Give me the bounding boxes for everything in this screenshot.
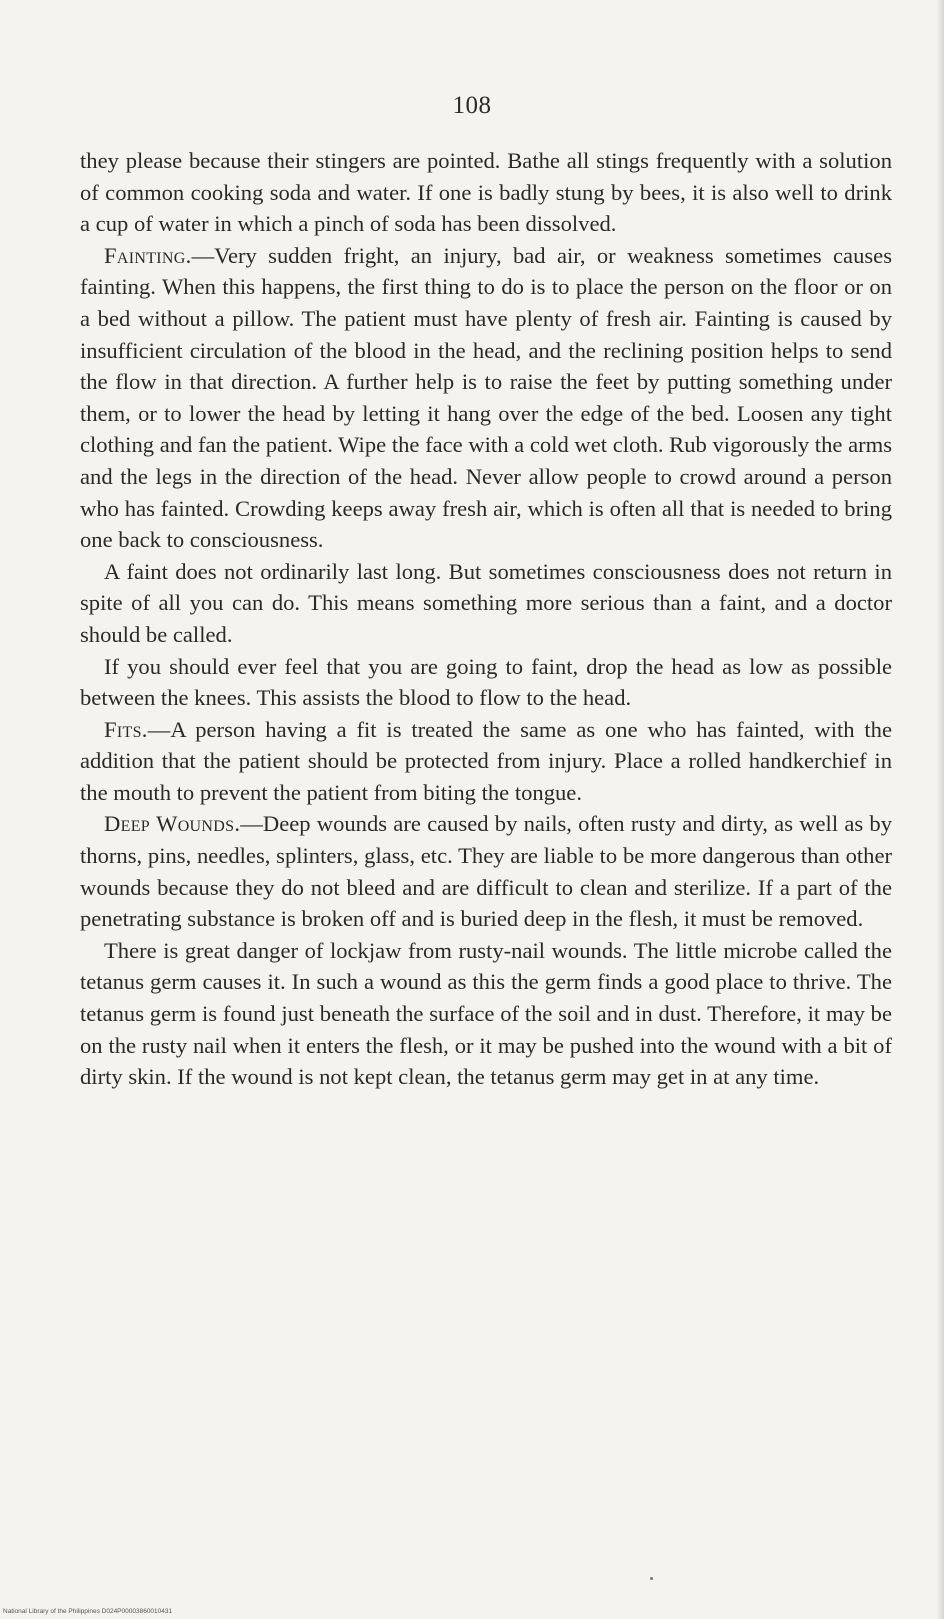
section-heading-fits: Fits. [104,716,148,742]
body-text [80,145,892,1093]
paragraph-deep-wounds [80,808,892,934]
paragraph-text: —Very sudden fright, an injury, bad air, or weakness sometimes causes fainting. When this happens, the first thing to do is to place the person on the floor or on a bed without a pillow. The patient must have plenty of fresh air. Fainting is caused by insufficient circulation of the blood in the head, and the reclining position helps to send the flow in that direction. A further help is to raise the feet by putting something under them, or to lower the head by letting it hang over the edge of the bed. Loosen any tight clothing and fan the patient. Wipe the face with a cold wet cloth. Rub vigorously the arms and the legs in the direction of the head. Never allow people to crowd around a person who has fainted. Crowding keeps away fresh air, which is often all that is needed to bring one back to consciousness. [80,242,892,553]
paragraph-text: There is great danger of lockjaw from rusty-nail wounds. The little microbe called the tetanus germ causes it. In such a wound as this the germ finds a good place to thrive. The tetanus germ is found just beneath the surface of the soil and in dust. Therefore, it may be on the rusty nail when it enters the flesh, or it may be pushed into the wound with a bit of dirty skin. If the wound is not kept clean, the tetanus germ may get in at any time. [80,937,892,1090]
paragraph-lockjaw [80,935,892,1093]
paragraph-text: —Deep wounds are caused by nails, often rusty and dirty, as well as by thorns, pins, needles, splinters, glass, etc. They are liable to be more dangerous than other wounds because they do not bleed and are difficult to clean and sterilize. If a part of the penetrating substance is broken off and is buried deep in the flesh, it must be removed. [80,811,892,932]
section-heading-deep-wounds: Deep Wounds. [104,811,241,837]
paragraph-text: they please because their stingers are pointed. Bathe all stings frequently with a solution of common cooking soda and water. If one is badly stung by bees, it is also well to drink a cup of water in which a pinch of soda has been dissolved. [80,148,892,237]
paragraph-fits [80,714,892,809]
paper-speck [650,1577,653,1580]
archive-footer-label: National Library of the Philippines D024P00003860010431 [3,1608,173,1615]
page-number: 108 [452,92,492,119]
paragraph-faint-duration [80,556,892,651]
paragraph-stings-continued [80,145,892,240]
paragraph-text: If you should ever feel that you are going to faint, drop the head as low as possible between the knees. This assists the blood to flow to the head. [80,653,892,711]
section-heading-fainting: Fainting. [104,242,192,268]
paragraph-text: —A person having a fit is treated the same as one who has fainted, with the addition that the patient should be protected from injury. Place a rolled handkerchief in the mouth to prevent the patient from biting the tongue. [80,716,892,805]
page-edge-shadow [936,0,944,1619]
paragraph-faint-prevention [80,651,892,714]
paragraph-fainting [80,240,892,556]
paragraph-text: A faint does not ordinarily last long. But sometimes consciousness does not return in spite of all you can do. This means something more serious than a faint, and a doctor should be called. [80,558,892,647]
